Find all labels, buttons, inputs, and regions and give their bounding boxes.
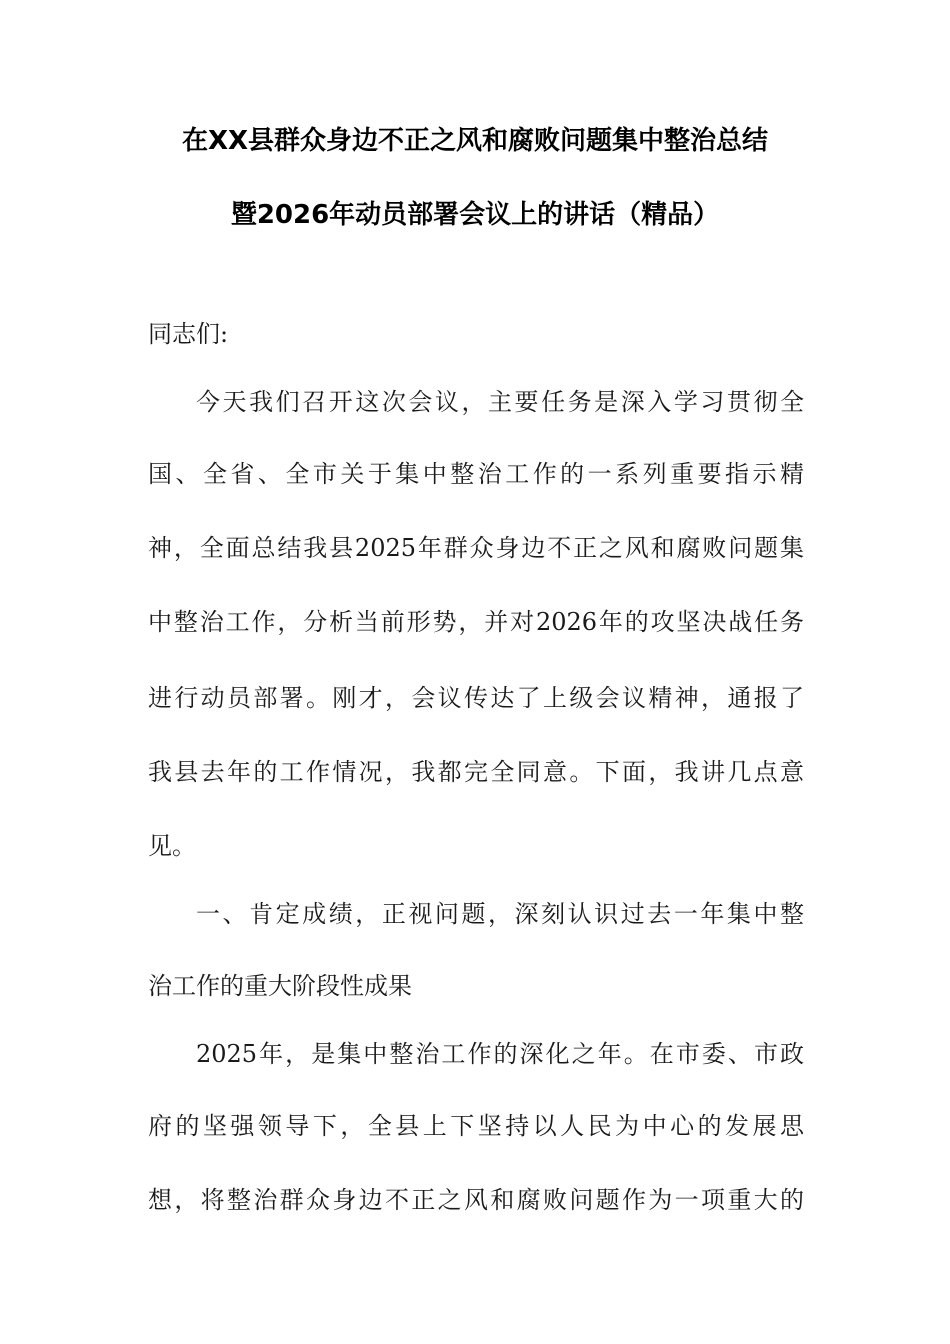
section-heading-line: 一、肯定成绩，正视问题，深刻认识过去一年集中整 — [196, 900, 804, 928]
paragraph-line: 进行动员部署。刚才，会议传达了上级会议精神，通报了 — [148, 684, 804, 712]
document-title-line-2: 暨2026年动员部署会议上的讲话（精品） — [230, 200, 720, 230]
salutation: 同志们: — [148, 320, 229, 348]
document-title-line-1: 在XX县群众身边不正之风和腐败问题集中整治总结 — [181, 126, 769, 156]
paragraph-line: 国、全省、全市关于集中整治工作的一系列重要指示精 — [148, 460, 804, 488]
paragraph-line: 想，将整治群众身边不正之风和腐败问题作为一项重大的 — [148, 1186, 804, 1214]
paragraph-line: 我县去年的工作情况，我都完全同意。下面，我讲几点意 — [148, 758, 804, 786]
section-heading-line: 治工作的重大阶段性成果 — [148, 972, 412, 1000]
paragraph-line: 神，全面总结我县2025年群众身边不正之风和腐败问题集 — [148, 534, 804, 562]
paragraph-line: 今天我们召开这次会议，主要任务是深入学习贯彻全 — [196, 388, 804, 416]
paragraph-line: 府的坚强领导下，全县上下坚持以人民为中心的发展思 — [148, 1112, 804, 1140]
paragraph-line: 2025年，是集中整治工作的深化之年。在市委、市政 — [196, 1040, 804, 1068]
paragraph-line: 见。 — [148, 832, 196, 860]
paragraph-line: 中整治工作，分析当前形势，并对2026年的攻坚决战任务 — [148, 608, 804, 636]
